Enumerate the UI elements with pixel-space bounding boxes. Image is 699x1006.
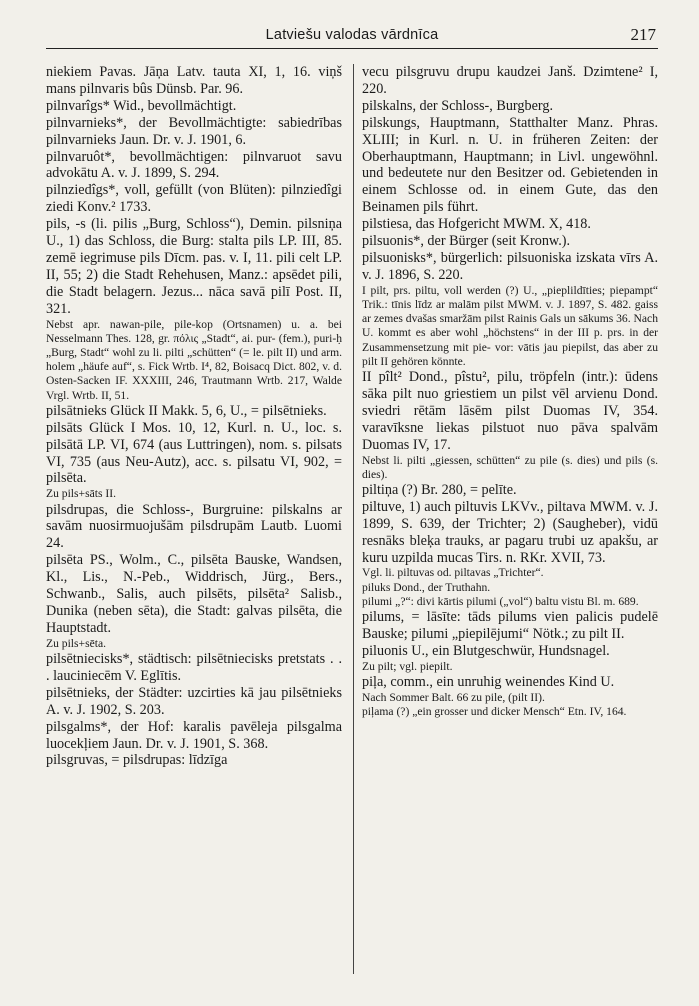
etymology-note: Nebst li. pilti „giessen, schütten“ zu pile (s. dies) und pils (s. dies). xyxy=(362,453,658,481)
dictionary-entry: piltiņa (?) Br. 280, = pelīte. xyxy=(362,481,517,498)
dictionary-entry: pilsgruvas, = pilsdrupas: līdzīga xyxy=(46,752,228,769)
dictionary-entry: piluks Dond., der Truthahn. xyxy=(362,580,491,594)
dictionary-entry: pilskalns, der Schloss-, Burgberg. xyxy=(362,97,553,114)
dictionary-entry: pilsuonis*, der Bürger (seit Kronw.). xyxy=(362,233,571,250)
dictionary-entry: pilsuonisks*, bürgerlich: pilsuoniska izskata vīrs A. v. J. 1896, S. 220. xyxy=(362,249,658,283)
dictionary-entry: pilsgalms*, der Hof: karalis pavēleja pilsgalma luocekļiem Jaun. Dr. v. J. 1901, S. 368. xyxy=(46,718,342,752)
dictionary-entry: pilstiesa, das Hofgericht MWM. X, 418. xyxy=(362,216,591,233)
dictionary-entry: pilsātnieks Glück II Makk. 5, 6, U., = pilsētnieks. xyxy=(46,402,327,419)
dictionary-entry: piļa, comm., ein unruhig weinendes Kind U. xyxy=(362,674,615,690)
dictionary-entry: pilskungs, Hauptmann, Statthalter Manz. Phras. XLIII; in Kurl. n. U. in früheren Zeiten: der Oberhauptmann, Hauptmann; in Livl. ungewöhnl. und bedeutete nur den Besitzer od. Gebietenden in einem Schlosse od. in einem Gute, das den Beinamen pils führt. xyxy=(362,114,658,216)
dictionary-entry: vecu pilsgruvu drupu kaudzei Janš. Dzimtene² I, 220. xyxy=(362,64,658,97)
etymology-note: Zu pils+sēta. xyxy=(46,636,106,650)
dictionary-entry: piluonis U., ein Blutgeschwür, Hundsnagel. xyxy=(362,642,610,659)
left-column xyxy=(46,64,342,994)
dictionary-entry: niekiem Pavas. Jāņa Latv. tauta XI, 1, 16. viņš mans pilnvaris bûs Dünsb. Par. 96. xyxy=(46,64,342,97)
running-title: Latviešu valodas vārdnīca xyxy=(265,27,439,43)
etymology-note: Nebst apr. nawan-pile, pile-kop (Ortsnamen) u. a. bei Nesselmann Thes. 128, gr. πόλις „Stadt“, ai. pur- (fem.), puri-ḥ „Burg, Stadt“ wohl zu li. pilti „schütten“ (= le. pilt II) und arm. holem „häufe auf“, s. Fick Wrtb. I⁴, 82, Boisacq Dict. 802, v. d. Osten-Sacken IF. XXXIII, 246, Trautmann Wrtb. 217, Walde Vrgl. Wrtb. II, 51. xyxy=(46,317,342,402)
dictionary-entry: II pîlt² Dond., pîstu², pilu, tröpfeln (intr.): ūdens sāka pilt nuo griestiem un pilst vēl arvienu Dond. sviedri rētām lāsēm pilst Duomas IV, 354. varavīksne liekas pilstuot nuo pāva spalvām Duomas IV, 17. xyxy=(362,369,658,453)
dictionary-entry: pilsētniecisks*, städtisch: pilsētniecisks pretstats . . . lauciniecēm V. Eglītis. xyxy=(46,651,342,684)
dictionary-entry: pilnziedîgs*, voll, gefüllt (von Blüten): pilnziedîgi ziedi Konv.² 1733. xyxy=(46,182,342,216)
dictionary-entry: pilsēta PS., Wolm., C., pilsēta Bauske, Wandsen, Kl., Lis., N.-Peb., Widdrisch, Jürg., Bers., Schwanb., Salis, auch pilsēts, pilsēta² Salisb., Dunika (neben sēta), die Stadt: galvas pilsēta, die Hauptstadt. xyxy=(46,552,342,636)
dictionary-entry: pilnvarîgs* Wid., bevollmächtigt. xyxy=(46,97,237,114)
dictionary-entry: pilsētnieks, der Städter: uzcirties kā jau pilsētnieks A. v. J. 1902, S. 203. xyxy=(46,684,342,718)
dictionary-entry: pilnvarnieks*, der Bevollmächtigte: sabiedrības pilnvarnieks Jaun. Dr. v. J. 1901, 6. xyxy=(46,114,342,148)
column-divider xyxy=(353,64,354,974)
dictionary-entry: pils, -s (li. pilis „Burg, Schloss“), Demin. pilsniņa U., 1) das Schloss, die Burg: stalta pils LP. III, 85. zemē iegrimuse pils Dīcm. pas. v. I, 11. pili celt LP. II, 55; 2) die Stadt Rehehusen, Manz.: apsēdet pili, die Stadt belagern. Jezus... nāca savā pilī Post. II, 321. xyxy=(46,216,342,317)
page-number: 217 xyxy=(630,25,656,44)
dictionary-entry: pilums, = lāsīte: tāds pilums vien palicis pudelē Bauske; pilumi „piepilējumi“ Nötk.; zu pilt II. xyxy=(362,609,658,642)
dictionary-entry: piļama (?) „ein grosser und dicker Mensch“ Etn. IV, 164. xyxy=(362,705,627,719)
dictionary-entry: pilnvaruôt*, bevollmächtigen: pilnvaruot savu advokātu A. v. J. 1899, S. 294. xyxy=(46,148,342,182)
etymology-note: Vgl. li. piltuvas od. piltavas „Trichter“. xyxy=(362,566,544,580)
dictionary-entry: pilumi „?“: divi kārtis pilumi („vol“) baltu vistu Bl. m. 689. xyxy=(362,594,639,608)
page-header xyxy=(46,22,658,49)
dictionary-entry: piltuve, 1) auch piltuvis LKVv., piltava MWM. v. J. 1899, S. 639, der Trichter; 2) (Saugheber), vidū resnāks bleķa trauks, ar pagaru trubi uz apakšu, ar kuru uzpilda mucas Tirs. n. RKr. XVII, 73. xyxy=(362,498,658,566)
etymology-note: Zu pils+sāts II. xyxy=(46,487,116,501)
etymology-note: Zu pilt; vgl. piepilt. xyxy=(362,659,453,673)
dictionary-entry: pilsāts Glück I Mos. 10, 12, Kurl. n. U., loc. s. pilsātā LP. VI, 674 (aus Luttringen), nom. s. pilsats VI, 735 (aus Neu-Autz), acc. s. pilsatu VI, 902, = pilsēta. xyxy=(46,419,342,487)
dictionary-entry: pilsdrupas, die Schloss-, Burgruine: pilskalns ar savām nuosirmuojušām pilsdrupām Lautb. Luomi 24. xyxy=(46,501,342,552)
dictionary-entry: I pilt, prs. piltu, voll werden (?) U., „pieplildīties; piepampt“ Trik.: tīnis līdz ar malām pilst MWM. v. J. 1897, S. 482. gaiss ar zemes dvašas smaržām pilst Rainis Gals un sākums 36. Nach U. kommt es aber wohl „höchstens“ in der III p. prs. in der Zusammensetzung mit pie- vor: vātis jau piepilst, das aber zu pilt II gehören könnte. xyxy=(362,283,658,368)
etymology-note: Nach Sommer Balt. 66 zu pile, (pilt II). xyxy=(362,690,545,704)
right-column xyxy=(362,64,658,994)
